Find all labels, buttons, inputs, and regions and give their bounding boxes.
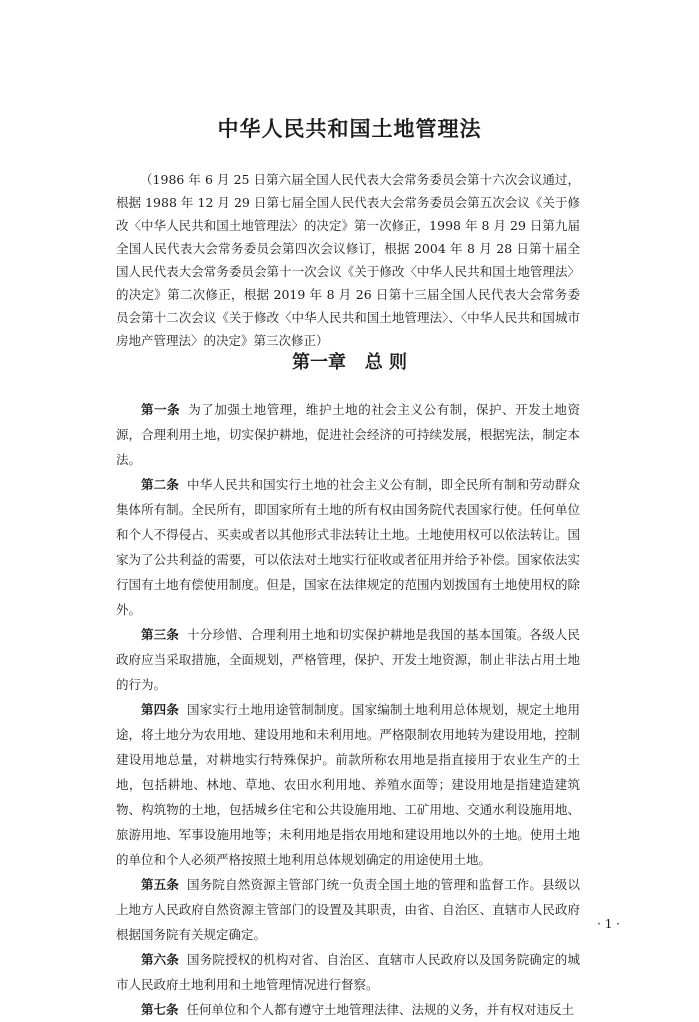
article-text: 国务院授权的机构对省、自治区、直辖市人民政府以及国务院确定的城市人民政府土地利用和土地管理情况进行督察。: [116, 952, 580, 992]
article-list: [116, 397, 580, 1022]
article-number: 第一条: [141, 402, 181, 417]
article-text: 任何单位和个人都有遵守土地管理法律、法规的义务，并有权对违反土: [186, 1002, 575, 1017]
article-text: 为了加强土地管理，维护土地的社会主义公有制，保护、开发土地资源，合理利用土地，切实保护耕地，促进社会经济的可持续发展，根据宪法，制定本法。: [116, 402, 580, 467]
article-7: [116, 997, 580, 1022]
article-number: 第二条: [141, 477, 180, 492]
article-text: 国务院自然资源主管部门统一负责全国土地的管理和监督工作。县级以上地方人民政府自然资源主管部门的设置及其职责，由省、自治区、直辖市人民政府根据国务院有关规定确定。: [116, 877, 580, 942]
article-4: [116, 697, 580, 872]
document-title: 中华人民共和国土地管理法: [217, 117, 482, 141]
article-5: [116, 872, 580, 947]
chapter-heading: 第一章 总 则: [291, 352, 408, 373]
article-number: 第四条: [141, 702, 180, 717]
article-number: 第五条: [141, 877, 180, 892]
preamble-note: （1986 年 6 月 25 日第六届全国人民代表大会常务委员会第十六次会议通过，根据 1988 年 12 月 29 日第七届全国人民代表大会常务委员会第五次会议《关于修改〈中华人民共和国土地管理法〉的决定》第一次修正，1998 年 8 月 29 日第九届全国人民代表大会常务委员会第四次会议修订，根据 2004 年 8 月 28 日第十届全国人民代表大会常务委员会第十一次会议《关于修改〈中华人民共和国土地管理法〉的决定》第二次修正，根据 2019 年 8 月 26 日第十三届全国人民代表大会常务委员会第十二次会议《关于修改〈中华人民共和国土地管理法〉、〈中华人民共和国城市房地产管理法〉的决定》第三次修正）: [116, 171, 580, 348]
article-number: 第三条: [141, 627, 180, 642]
article-1: [116, 397, 580, 472]
article-text: 国家实行土地用途管制制度。国家编制土地利用总体规划，规定土地用途，将土地分为农用地、建设用地和未利用地。严格限制农用地转为建设用地，控制建设用地总量，对耕地实行特殊保护。前款所称农用地是指直接用于农业生产的土地，包括耕地、林地、草地、农田水利用地、养殖水面等；建设用地是指建造建筑物、构筑物的土地，包括城乡住宅和公共设施用地、工矿用地、交通水利设施用地、旅游用地、军事设施用地等；未利用地是指农用地和建设用地以外的土地。使用土地的单位和个人必须严格按照土地利用总体规划确定的用途使用土地。: [116, 702, 580, 867]
article-number: 第七条: [141, 1002, 179, 1017]
article-number: 第六条: [141, 952, 180, 967]
article-text: 十分珍惜、合理利用土地和切实保护耕地是我国的基本国策。各级人民政府应当采取措施，全面规划，严格管理，保护、开发土地资源，制止非法占用土地的行为。: [116, 627, 580, 692]
article-6: [116, 947, 580, 997]
article-2: [116, 472, 580, 622]
article-text: 中华人民共和国实行土地的社会主义公有制，即全民所有制和劳动群众集体所有制。全民所有，即国家所有土地的所有权由国务院代表国家行使。任何单位和个人不得侵占、买卖或者以其他形式非法转让土地。土地使用权可以依法转让。国家为了公共利益的需要，可以依法对土地实行征收或者征用并给予补偿。国家依法实行国有土地有偿使用制度。但是，国家在法律规定的范围内划拨国有土地使用权的除外。: [116, 477, 580, 617]
page-number: · 1 ·: [597, 917, 620, 931]
article-3: [116, 622, 580, 697]
